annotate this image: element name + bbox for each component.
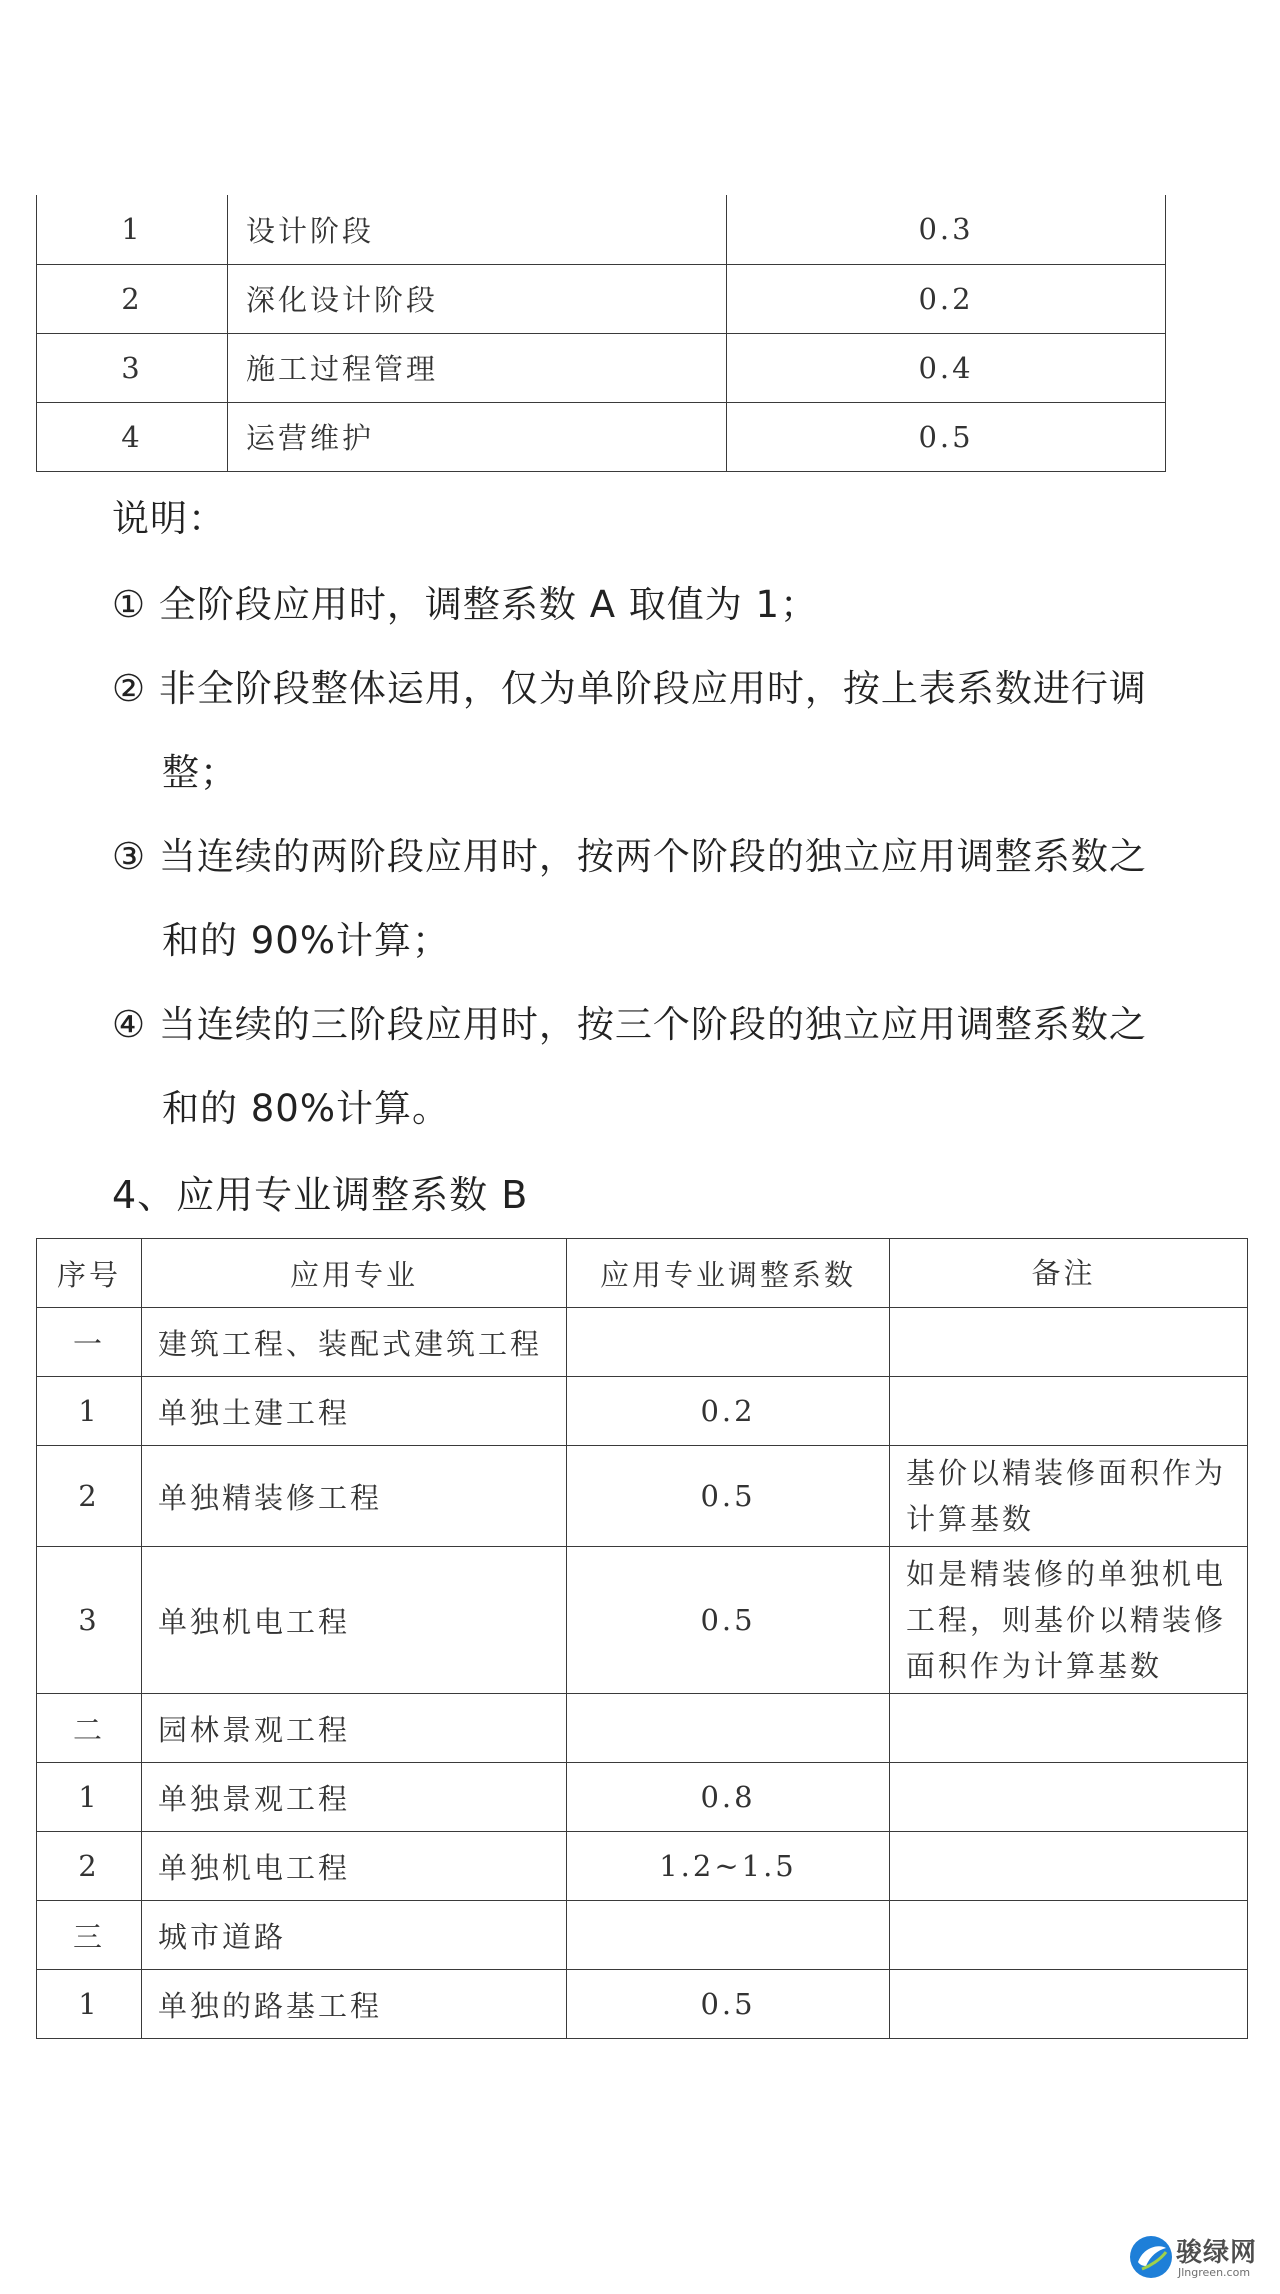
row-number: 3 (37, 1547, 142, 1694)
discipline-name: 单独土建工程 (142, 1377, 567, 1446)
discipline-name: 城市道路 (142, 1901, 567, 1970)
table-row (37, 1547, 1248, 1694)
row-number: 3 (37, 333, 228, 402)
column-header: 应用专业 (142, 1239, 567, 1308)
note-item-1: ① 全阶段应用时，调整系数 A 取值为 1； (112, 583, 819, 626)
discipline-coefficient: 1.2~1.5 (567, 1832, 890, 1901)
discipline-name: 单独景观工程 (142, 1763, 567, 1832)
row-number: 2 (37, 1832, 142, 1901)
discipline-coefficient (567, 1694, 890, 1763)
row-number: 1 (37, 1970, 142, 2039)
row-number: 二 (37, 1694, 142, 1763)
table-header-row (37, 1239, 1248, 1308)
section-title: 4、应用专业调整系数 B (112, 1173, 529, 1217)
table-row (37, 1763, 1248, 1832)
discipline-name: 单独机电工程 (142, 1547, 567, 1694)
row-number: 1 (37, 195, 228, 264)
stage-coefficient: 0.4 (727, 333, 1166, 402)
row-number: 2 (37, 1446, 142, 1547)
remark: 如是精装修的单独机电工程，则基价以精装修面积作为计算基数 (890, 1547, 1248, 1694)
row-number: 三 (37, 1901, 142, 1970)
table-row (37, 1308, 1248, 1377)
discipline-coefficient: 0.5 (567, 1970, 890, 2039)
row-number: 4 (37, 402, 228, 471)
discipline-name: 建筑工程、装配式建筑工程 (142, 1308, 567, 1377)
table-row (37, 1970, 1248, 2039)
note-item-4: ④ 当连续的三阶段应用时，按三个阶段的独立应用调整系数之 (112, 1003, 1147, 1046)
table-row (37, 1446, 1248, 1547)
discipline-name: 单独精装修工程 (142, 1446, 567, 1547)
column-header: 备注 (890, 1239, 1248, 1308)
stage-name: 深化设计阶段 (228, 264, 727, 333)
column-header: 序号 (37, 1239, 142, 1308)
remark (890, 1763, 1248, 1832)
note-item-2-cont: 整； (162, 751, 238, 794)
stage-name: 设计阶段 (228, 195, 727, 264)
stage-coefficient-table (36, 195, 1166, 472)
discipline-coefficient: 0.2 (567, 1377, 890, 1446)
watermark-name: 骏绿网 (1176, 2238, 1258, 2268)
discipline-coefficient: 0.5 (567, 1446, 890, 1547)
note-item-3: ③ 当连续的两阶段应用时，按两个阶段的独立应用调整系数之 (112, 835, 1147, 878)
row-number: 2 (37, 264, 228, 333)
stage-name: 运营维护 (228, 402, 727, 471)
table-row (37, 333, 1166, 402)
note-item-3-cont: 和的 90%计算； (162, 919, 450, 962)
discipline-coefficient: 0.8 (567, 1763, 890, 1832)
table-row (37, 1377, 1248, 1446)
leaf-logo-icon (1130, 2236, 1172, 2278)
discipline-coefficient-table (36, 1238, 1248, 2039)
note-item-2: ② 非全阶段整体运用，仅为单阶段应用时，按上表系数进行调 (112, 667, 1147, 710)
discipline-name: 单独的路基工程 (142, 1970, 567, 2039)
column-header: 应用专业调整系数 (567, 1239, 890, 1308)
row-number: 一 (37, 1308, 142, 1377)
stage-name: 施工过程管理 (228, 333, 727, 402)
row-number: 1 (37, 1377, 142, 1446)
remark (890, 1832, 1248, 1901)
remark (890, 1308, 1248, 1377)
discipline-coefficient (567, 1308, 890, 1377)
watermark-logo (1130, 2228, 1270, 2284)
remark (890, 1970, 1248, 2039)
notes-heading: 说明： (112, 497, 226, 540)
table-row (37, 1901, 1248, 1970)
watermark-url: Jlngreen.com (1178, 2266, 1251, 2279)
stage-coefficient: 0.5 (727, 402, 1166, 471)
discipline-coefficient (567, 1901, 890, 1970)
remark (890, 1901, 1248, 1970)
remark (890, 1377, 1248, 1446)
discipline-name: 园林景观工程 (142, 1694, 567, 1763)
table-row (37, 402, 1166, 471)
discipline-coefficient: 0.5 (567, 1547, 890, 1694)
stage-coefficient: 0.2 (727, 264, 1166, 333)
table-row (37, 264, 1166, 333)
remark (890, 1694, 1248, 1763)
remark: 基价以精装修面积作为计算基数 (890, 1446, 1248, 1547)
note-item-4-cont: 和的 80%计算。 (162, 1087, 450, 1130)
table-row (37, 1694, 1248, 1763)
stage-coefficient: 0.3 (727, 195, 1166, 264)
table-row (37, 1832, 1248, 1901)
row-number: 1 (37, 1763, 142, 1832)
discipline-name: 单独机电工程 (142, 1832, 567, 1901)
table-row (37, 195, 1166, 264)
